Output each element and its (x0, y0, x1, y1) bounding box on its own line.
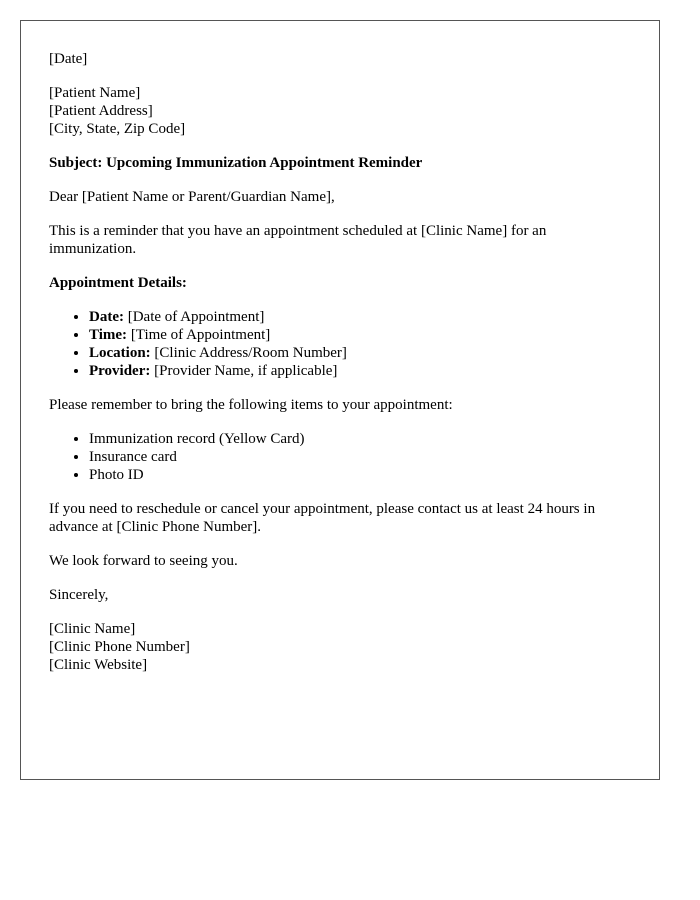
details-value: [Provider Name, if applicable] (150, 363, 338, 379)
bring-intro: Please remember to bring the following items to your appointment: (49, 397, 453, 413)
details-label: Location: (89, 345, 151, 361)
details-label: Provider: (89, 363, 151, 379)
signature-clinic-phone: [Clinic Phone Number] (49, 639, 190, 655)
letter-subject: Subject: Upcoming Immunization Appointment Reminder (49, 155, 423, 171)
signature-clinic-name: [Clinic Name] (49, 621, 136, 637)
details-item-date (89, 308, 631, 326)
recipient-city-state-zip: [City, State, Zip Code] (49, 121, 186, 137)
recipient-block (49, 84, 631, 138)
reschedule-paragraph: If you need to reschedule or cancel your appointment, please contact us at least 24 hours in advance at [Clinic Phone Number]. (49, 501, 596, 535)
details-item-time (89, 326, 631, 344)
details-list (49, 308, 631, 380)
details-value: [Clinic Address/Room Number] (150, 345, 347, 361)
letter-date: [Date] (49, 51, 88, 67)
bring-item: • Insurance card (89, 448, 631, 466)
bring-item: • Photo ID (89, 466, 631, 484)
details-item-provider (89, 362, 631, 380)
details-value: [Date of Appointment] (123, 309, 265, 325)
salutation: Dear [Patient Name or Parent/Guardian Name], (49, 189, 335, 205)
recipient-name: [Patient Name] (49, 85, 141, 101)
bring-item: • Immunization record (Yellow Card) (89, 430, 631, 448)
intro-paragraph: This is a reminder that you have an appointment scheduled at [Clinic Name] for an immunization. (49, 223, 547, 257)
details-label: Date: (89, 309, 124, 325)
closing-line: We look forward to seeing you. (49, 553, 238, 569)
letter-page (20, 20, 660, 780)
signature-clinic-website: [Clinic Website] (49, 657, 148, 673)
details-heading: Appointment Details: (49, 275, 187, 291)
signature-block (49, 620, 631, 674)
details-label: Time: (89, 327, 128, 343)
details-item-location (89, 344, 631, 362)
signoff: Sincerely, (49, 587, 109, 603)
bring-list (49, 430, 631, 484)
details-value: [Time of Appointment] (127, 327, 271, 343)
recipient-address: [Patient Address] (49, 103, 153, 119)
